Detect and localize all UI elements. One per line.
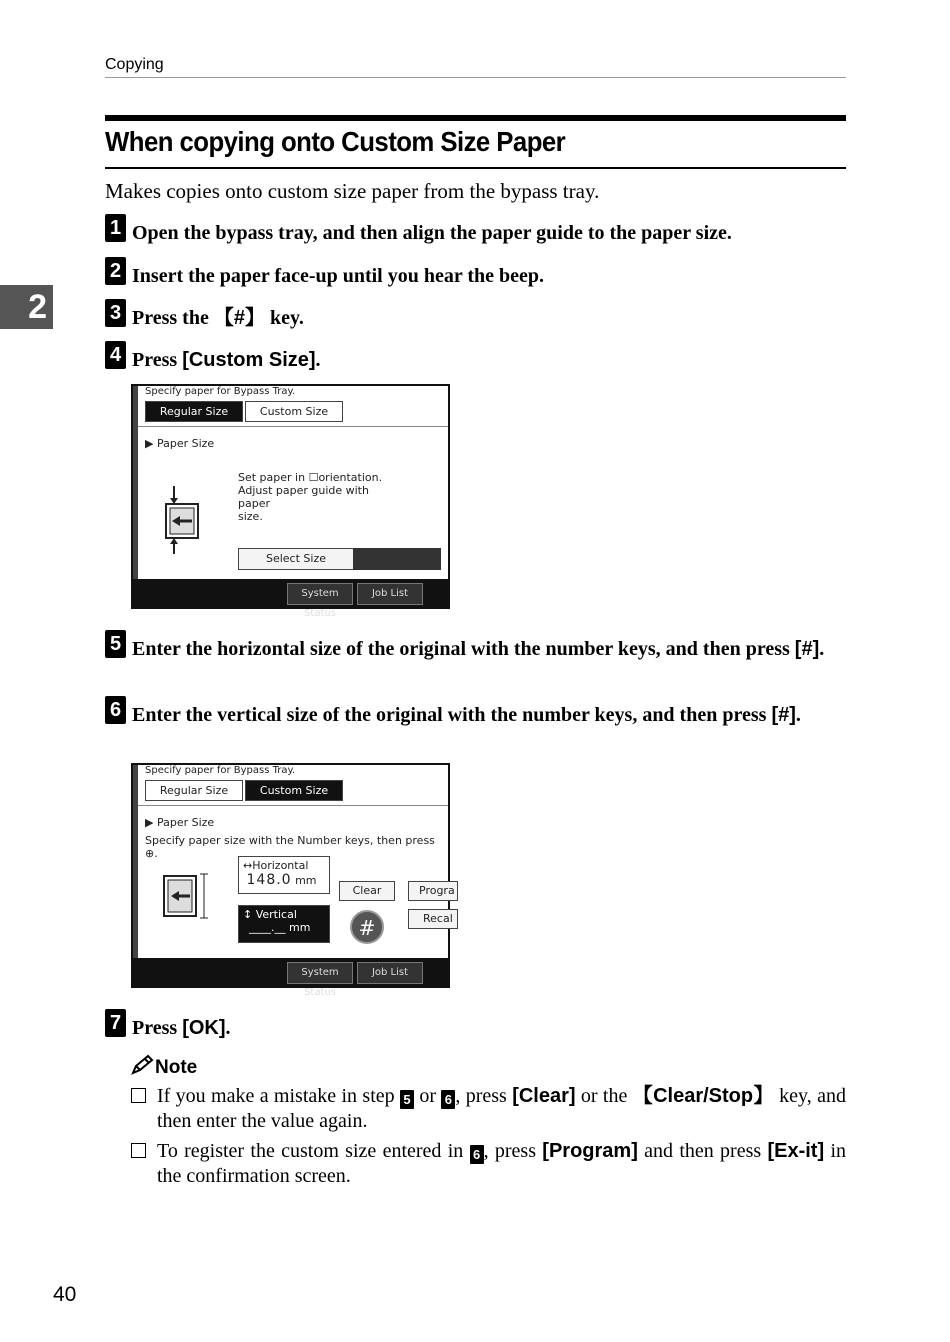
- custom-size-tab[interactable]: Custom Size: [245, 401, 343, 422]
- select-size-button[interactable]: Select Size: [238, 548, 354, 570]
- step-2-text: Insert the paper face-up until you hear the beep.: [132, 265, 545, 287]
- note-2-part-c: and then press: [637, 1140, 768, 1162]
- screen-bottom-bar: [133, 958, 448, 998]
- regular-size-tab[interactable]: Regular Size: [145, 780, 243, 801]
- checkbox-bullet-icon: [131, 1143, 146, 1158]
- step-5-pre: Enter the horizontal size of the original with the number keys, and then press: [132, 638, 795, 660]
- paper-size-section: ▶ Paper Size: [145, 437, 215, 450]
- note-item-1-text: [157, 1084, 846, 1133]
- hash-key-label: 【#】: [213, 307, 265, 329]
- hash-button[interactable]: #: [350, 910, 384, 944]
- step-4-pre: Press: [132, 349, 183, 371]
- note-label: Note: [155, 1057, 198, 1078]
- system-status-button[interactable]: System Status: [287, 583, 353, 605]
- note-item-2: [131, 1139, 846, 1188]
- clear-button[interactable]: Clear: [339, 881, 395, 901]
- step-7: [105, 1012, 846, 1040]
- step-2-badge: 2: [105, 257, 126, 285]
- note-heading: [131, 1055, 197, 1079]
- screen-title: Specify paper for Bypass Tray.: [145, 765, 296, 776]
- note-1-part-c: , press: [455, 1085, 513, 1107]
- note-1-part-e: key, and then enter the value again.: [157, 1085, 846, 1132]
- step-6: [105, 699, 846, 727]
- step-4-post: .: [315, 349, 321, 371]
- running-head: Copying: [105, 56, 846, 78]
- checkbox-bullet-icon: [131, 1088, 146, 1103]
- number-keys-instruction: Specify paper size with the Number keys, then press ⊕.: [145, 834, 435, 860]
- hash-key-label: [#]: [771, 704, 796, 726]
- job-list-button[interactable]: Job List: [357, 583, 423, 605]
- step-6-ref-badge: 6: [441, 1090, 455, 1109]
- note-2-part-a: To register the custom size entered in: [157, 1140, 470, 1162]
- exit-key-label: [Ex-it]: [767, 1140, 825, 1162]
- message-line-3: size.: [238, 510, 263, 523]
- step-4-badge: 4: [105, 341, 126, 369]
- program-button[interactable]: Progra: [408, 881, 458, 901]
- job-list-button[interactable]: Job List: [357, 962, 423, 984]
- page-number: 40: [53, 1283, 77, 1306]
- selected-size-display: [353, 548, 441, 570]
- screen-left-edge: [133, 386, 138, 579]
- step-1-text: Open the bypass tray, and then align the paper guide to the paper size.: [132, 222, 732, 244]
- step-7-text: [132, 1016, 846, 1040]
- system-status-button[interactable]: System Status: [287, 962, 353, 984]
- step-3-badge: 3: [105, 299, 126, 327]
- note-2-part-d: in the confirmation screen.: [157, 1140, 846, 1187]
- screen-regular-size: [131, 384, 450, 619]
- horizontal-value-line: [243, 872, 325, 888]
- note-2-part-b: , press: [483, 1140, 543, 1162]
- ok-key-label: [OK]: [182, 1017, 226, 1039]
- clear-key-label: [Clear]: [512, 1085, 576, 1107]
- note-1-part-a: If you make a mistake in step: [157, 1085, 400, 1107]
- hash-key-label: [#]: [794, 638, 820, 660]
- screen-custom-size: [131, 763, 455, 998]
- step-5-badge: 5: [105, 630, 126, 658]
- divider: [138, 805, 448, 806]
- screen-title: Specify paper for Bypass Tray.: [145, 386, 296, 397]
- screen-left-edge: [133, 765, 138, 958]
- chapter-tab: 2: [0, 285, 53, 329]
- paper-size-section: ▶ Paper Size: [145, 816, 215, 829]
- vertical-label: ↕ Vertical: [243, 908, 297, 921]
- divider: [138, 426, 448, 427]
- step-2: [105, 260, 846, 288]
- step-6-ref-badge: 6: [470, 1145, 484, 1164]
- note-item-1: [131, 1084, 846, 1133]
- note-item-2-text: [157, 1139, 846, 1188]
- set-paper-message: [238, 471, 398, 523]
- recall-button[interactable]: Recal: [408, 909, 458, 929]
- step-7-pre: Press: [132, 1017, 183, 1039]
- step-4-text: [132, 348, 846, 372]
- message-line-1: Set paper in ☐orientation.: [238, 471, 383, 484]
- horizontal-label: ↔Horizontal: [243, 859, 309, 872]
- step-1-badge: 1: [105, 214, 126, 242]
- horizontal-unit: mm: [295, 874, 317, 887]
- program-key-label: [Program]: [542, 1140, 638, 1162]
- step-5-post: .: [819, 638, 825, 660]
- step-3-text: [132, 306, 846, 330]
- step-4: [105, 344, 846, 372]
- paper-size-illustration-icon: [158, 868, 213, 928]
- step-1: [105, 217, 846, 245]
- step-7-badge: 7: [105, 1009, 126, 1037]
- step-5-ref-badge: 5: [400, 1090, 414, 1109]
- step-6-badge: 6: [105, 696, 126, 724]
- horizontal-size-field[interactable]: [238, 856, 330, 894]
- page-title: When copying onto Custom Size Paper: [105, 126, 566, 157]
- step-3-post: key.: [264, 307, 304, 329]
- custom-size-tab[interactable]: Custom Size: [245, 780, 343, 801]
- pencil-icon: [131, 1055, 153, 1075]
- vertical-size-field[interactable]: [238, 905, 330, 943]
- clear-stop-key-label: 【Clear/Stop】: [632, 1085, 774, 1107]
- step-6-pre: Enter the vertical size of the original with the number keys, and then press: [132, 704, 772, 726]
- bypass-tray-illustration-icon: [158, 486, 208, 556]
- screen-bottom-bar: [133, 579, 448, 619]
- title-rule-top: [105, 115, 846, 121]
- step-3: [105, 302, 846, 330]
- regular-size-tab[interactable]: Regular Size: [145, 401, 243, 422]
- note-1-part-b: or: [413, 1085, 442, 1107]
- horizontal-value: 148.0: [246, 872, 292, 888]
- intro-text: Makes copies onto custom size paper from the bypass tray.: [105, 179, 600, 203]
- step-3-pre: Press the: [132, 307, 214, 329]
- step-5: [105, 633, 846, 661]
- step-6-text: [132, 703, 846, 727]
- vertical-value: ____.__ mm: [249, 921, 311, 934]
- note-1-part-d: or the: [575, 1085, 633, 1107]
- title-rule-bottom: [105, 167, 846, 169]
- message-line-2: Adjust paper guide with paper: [238, 484, 369, 510]
- custom-size-key-label: [Custom Size]: [182, 349, 316, 371]
- step-6-post: .: [795, 704, 801, 726]
- step-5-text: [132, 637, 846, 661]
- step-7-post: .: [225, 1017, 231, 1039]
